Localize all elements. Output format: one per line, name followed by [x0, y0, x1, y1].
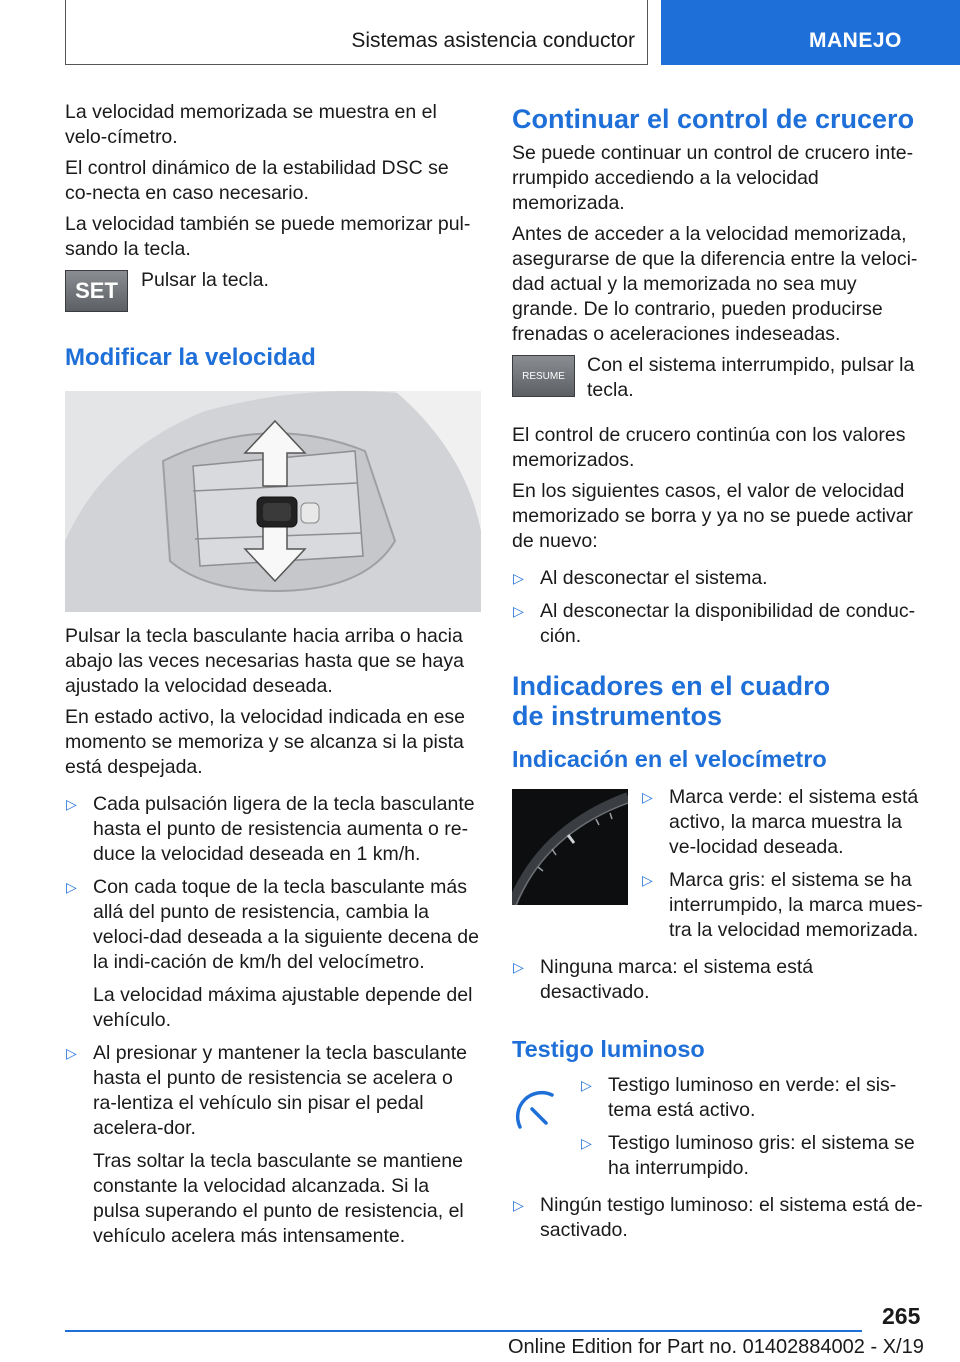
list-item-text: Testigo luminoso gris: el sistema se ha interrumpido.: [608, 1132, 915, 1179]
resume-key-icon: [512, 355, 575, 397]
set-key-text: Pulsar la tecla.: [141, 269, 269, 291]
bullet-triangle-icon: ▷: [581, 1135, 592, 1151]
bullet-triangle-icon: ▷: [66, 879, 77, 895]
speedometer-row: [512, 785, 928, 951]
chapter-tab[interactable]: [661, 0, 960, 65]
page-number: 265: [882, 1303, 921, 1329]
right-column: [512, 104, 928, 1251]
speedometer-gauge-icon: [512, 1081, 568, 1137]
list-item: [65, 1041, 481, 1249]
list-item: [512, 566, 928, 591]
bullet-triangle-icon: ▷: [513, 570, 524, 586]
list-item-text: Al desconectar el sistema.: [540, 567, 768, 589]
list-item-text: Al presionar y mantener la tecla basculante hasta el punto de resistencia se acelera o ra-lentiza el vehículo sin pisar el pedal acelera-dor.: [93, 1042, 467, 1139]
bullet-triangle-icon: ▷: [513, 959, 524, 975]
list-item-text: Ninguna marca: el sistema está desactivado.: [540, 956, 814, 1003]
list-item-note: La velocidad máxima ajustable depende del vehículo.: [93, 984, 473, 1031]
list-item-text: Al desconectar la disponibilidad de conduc-ción.: [540, 600, 916, 647]
list-item: [580, 1131, 928, 1181]
paragraph: Se puede continuar un control de crucero inte-rrumpido accediendo a la velocidad memorizada.: [512, 142, 914, 214]
paragraph: Antes de acceder a la velocidad memorizada, asegurarse de que la diferencia entre la veloci-dad actual y la memorizada no sea muy grande. De lo contrario, pueden producirse frenadas o aceleraciones indeseadas.: [512, 223, 918, 345]
heading-speedometer: Indicación en el velocímetro: [512, 746, 827, 772]
resume-key-label: RESUME: [522, 370, 565, 382]
list-item-text: Testigo luminoso en verde: el sis-tema está activo.: [608, 1074, 897, 1121]
heading-modify-speed: Modificar la velocidad: [65, 344, 316, 371]
list-item-text: Ningún testigo luminoso: el sistema está de-sactivado.: [540, 1194, 923, 1241]
bullet-triangle-icon: ▷: [513, 1197, 524, 1213]
left-column: [65, 100, 481, 1257]
paragraph: La velocidad memorizada se muestra en el velo-címetro.: [65, 101, 437, 148]
footer-edition-text: Online Edition for Part no. 01402884002 - X/19: [508, 1336, 924, 1358]
list-item-text: Cada pulsación ligera de la tecla basculante hasta el punto de resistencia aumenta o re-duce la velocidad deseada en 1 km/h.: [93, 793, 475, 865]
bullet-triangle-icon: ▷: [66, 1045, 77, 1061]
set-key-label: SET: [75, 278, 118, 303]
paragraph: El control de crucero continúa con los valores memorizados.: [512, 424, 906, 471]
list-item: [512, 1193, 928, 1243]
list-item: [65, 792, 481, 867]
list-item-text: Marca verde: el sistema está activo, la marca muestra la ve-locidad deseada.: [669, 786, 919, 858]
resume-key-row: [512, 355, 928, 409]
list-item: [641, 785, 928, 860]
list-item: [580, 1073, 928, 1123]
steering-wheel-image: [65, 391, 481, 612]
list-item: [512, 955, 928, 1005]
list-item-note: Tras soltar la tecla basculante se mantiene constante la velocidad alcanzada. Si la pulsa superando el punto de resistencia, el vehículo acelera más intensamente.: [93, 1150, 464, 1247]
paragraph: En los siguientes casos, el valor de velocidad memorizado se borra y ya no se puede activar de nuevo:: [512, 480, 914, 552]
resume-key-text: Con el sistema interrumpido, pulsar la tecla.: [587, 354, 915, 401]
page-header: [65, 0, 960, 65]
list-item: [641, 868, 928, 943]
section-title: Sistemas asistencia conductor: [351, 29, 635, 52]
paragraph: El control dinámico de la estabilidad DSC se co-necta en caso necesario.: [65, 157, 449, 204]
bullet-triangle-icon: ▷: [581, 1077, 592, 1093]
heading-indicator-light: Testigo luminoso: [512, 1036, 705, 1062]
chapter-tab-label: MANEJO: [809, 29, 902, 52]
footer-divider: [65, 1330, 862, 1332]
header-section-box: [65, 0, 648, 65]
paragraph: La velocidad también se puede memorizar pul-sando la tecla.: [65, 213, 471, 260]
list-item-text: Con cada toque de la tecla basculante más allá del punto de resistencia, cambia la veloci-dad deseada a la siguiente decena de la indi-cación de km/h del velocímetro.: [93, 876, 479, 973]
speedometer-image: [512, 789, 628, 905]
heading-indicators: Indicadores en el cuadro de instrumentos: [512, 671, 831, 731]
cruise-indicator-icon: [512, 1081, 568, 1137]
paragraph: Pulsar la tecla basculante hacia arriba o hacia abajo las veces necesarias hasta que se haya ajustado la velocidad deseada.: [65, 625, 464, 697]
bullet-triangle-icon: ▷: [513, 603, 524, 619]
heading-continue-cruise: Continuar el control de crucero: [512, 104, 915, 134]
bullet-triangle-icon: ▷: [642, 872, 653, 888]
bullet-triangle-icon: ▷: [66, 796, 77, 812]
indicator-light-row: [512, 1073, 928, 1189]
set-key-row: [65, 270, 481, 312]
list-item-text: Marca gris: el sistema se ha interrumpido, la marca mues-tra la velocidad memorizada.: [669, 869, 923, 941]
list-item: [65, 875, 481, 1033]
speedometer-mark-illustration: [512, 789, 628, 905]
bullet-triangle-icon: ▷: [642, 789, 653, 805]
set-key-icon: [65, 270, 128, 312]
steering-wheel-illustration: [65, 391, 481, 612]
list-item: [512, 599, 928, 649]
paragraph: En estado activo, la velocidad indicada en ese momento se memoriza y se alcanza si la pista está despejada.: [65, 706, 466, 778]
